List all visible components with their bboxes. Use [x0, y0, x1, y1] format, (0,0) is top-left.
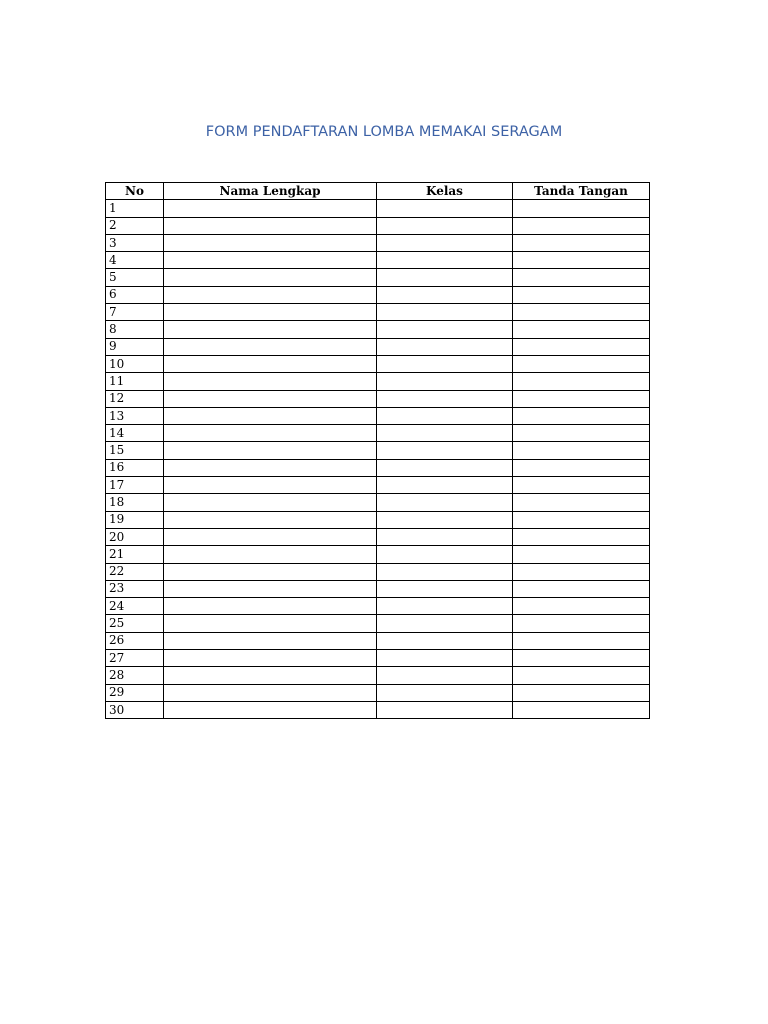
table-row	[106, 650, 650, 667]
cell-kelas[interactable]	[377, 511, 513, 528]
table-row	[106, 442, 650, 459]
cell-no: 26	[106, 632, 164, 649]
cell-tanda-tangan[interactable]	[513, 684, 650, 701]
cell-kelas[interactable]	[377, 338, 513, 355]
page-title: FORM PENDAFTARAN LOMBA MEMAKAI SERAGAM	[205, 124, 563, 140]
cell-no: 1	[106, 200, 164, 217]
cell-no: 16	[106, 459, 164, 476]
cell-no: 13	[106, 407, 164, 424]
cell-no: 17	[106, 477, 164, 494]
cell-no: 4	[106, 252, 164, 269]
table-row	[106, 200, 650, 217]
table-row	[106, 425, 650, 442]
cell-no: 30	[106, 701, 164, 718]
cell-kelas[interactable]	[377, 632, 513, 649]
cell-nama-lengkap[interactable]	[164, 269, 377, 286]
cell-tanda-tangan[interactable]	[513, 477, 650, 494]
table-body	[106, 200, 650, 719]
cell-nama-lengkap[interactable]	[164, 217, 377, 234]
cell-tanda-tangan[interactable]	[513, 494, 650, 511]
table-row	[106, 338, 650, 355]
cell-nama-lengkap[interactable]	[164, 511, 377, 528]
cell-no: 5	[106, 269, 164, 286]
cell-nama-lengkap[interactable]	[164, 528, 377, 545]
cell-tanda-tangan[interactable]	[513, 598, 650, 615]
cell-tanda-tangan[interactable]	[513, 425, 650, 442]
cell-no: 14	[106, 425, 164, 442]
cell-kelas[interactable]	[377, 459, 513, 476]
table-row	[106, 373, 650, 390]
cell-kelas[interactable]	[377, 615, 513, 632]
table-row	[106, 252, 650, 269]
cell-tanda-tangan[interactable]	[513, 390, 650, 407]
cell-kelas[interactable]	[377, 373, 513, 390]
table-row	[106, 217, 650, 234]
cell-tanda-tangan[interactable]	[513, 650, 650, 667]
cell-kelas[interactable]	[377, 667, 513, 684]
cell-nama-lengkap[interactable]	[164, 304, 377, 321]
cell-kelas[interactable]	[377, 321, 513, 338]
cell-kelas[interactable]	[377, 252, 513, 269]
cell-no: 23	[106, 580, 164, 597]
table-row	[106, 580, 650, 597]
cell-nama-lengkap[interactable]	[164, 477, 377, 494]
table-row	[106, 321, 650, 338]
cell-kelas[interactable]	[377, 407, 513, 424]
cell-tanda-tangan[interactable]	[513, 632, 650, 649]
cell-nama-lengkap[interactable]	[164, 442, 377, 459]
cell-nama-lengkap[interactable]	[164, 373, 377, 390]
cell-nama-lengkap[interactable]	[164, 425, 377, 442]
cell-kelas[interactable]	[377, 390, 513, 407]
table-row	[106, 494, 650, 511]
table-row	[106, 355, 650, 372]
cell-kelas[interactable]	[377, 684, 513, 701]
table-row	[106, 459, 650, 476]
cell-tanda-tangan[interactable]	[513, 321, 650, 338]
cell-kelas[interactable]	[377, 494, 513, 511]
cell-kelas[interactable]	[377, 598, 513, 615]
header-no: No	[106, 183, 164, 200]
table-row	[106, 615, 650, 632]
table-row	[106, 407, 650, 424]
table-row	[106, 546, 650, 563]
cell-kelas[interactable]	[377, 442, 513, 459]
cell-kelas[interactable]	[377, 217, 513, 234]
cell-kelas[interactable]	[377, 580, 513, 597]
cell-kelas[interactable]	[377, 563, 513, 580]
cell-tanda-tangan[interactable]	[513, 442, 650, 459]
cell-tanda-tangan[interactable]	[513, 407, 650, 424]
cell-nama-lengkap[interactable]	[164, 632, 377, 649]
cell-tanda-tangan[interactable]	[513, 667, 650, 684]
cell-nama-lengkap[interactable]	[164, 615, 377, 632]
cell-tanda-tangan[interactable]	[513, 511, 650, 528]
header-kelas: Kelas	[377, 183, 513, 200]
cell-nama-lengkap[interactable]	[164, 390, 377, 407]
header-tanda-tangan: Tanda Tangan	[513, 183, 650, 200]
cell-no: 21	[106, 546, 164, 563]
table-row	[106, 632, 650, 649]
cell-no: 9	[106, 338, 164, 355]
cell-kelas[interactable]	[377, 269, 513, 286]
cell-kelas[interactable]	[377, 304, 513, 321]
cell-no: 6	[106, 286, 164, 303]
cell-no: 12	[106, 390, 164, 407]
cell-no: 28	[106, 667, 164, 684]
table-row	[106, 598, 650, 615]
cell-no: 20	[106, 528, 164, 545]
cell-no: 27	[106, 650, 164, 667]
cell-nama-lengkap[interactable]	[164, 494, 377, 511]
table-row	[106, 684, 650, 701]
cell-tanda-tangan[interactable]	[513, 563, 650, 580]
cell-nama-lengkap[interactable]	[164, 286, 377, 303]
cell-tanda-tangan[interactable]	[513, 701, 650, 718]
cell-tanda-tangan[interactable]	[513, 546, 650, 563]
table-row	[106, 269, 650, 286]
table-header-row	[106, 183, 650, 200]
cell-no: 2	[106, 217, 164, 234]
cell-tanda-tangan[interactable]	[513, 234, 650, 251]
cell-nama-lengkap[interactable]	[164, 252, 377, 269]
cell-tanda-tangan[interactable]	[513, 304, 650, 321]
cell-nama-lengkap[interactable]	[164, 234, 377, 251]
cell-no: 3	[106, 234, 164, 251]
cell-no: 7	[106, 304, 164, 321]
cell-nama-lengkap[interactable]	[164, 355, 377, 372]
cell-no: 15	[106, 442, 164, 459]
cell-tanda-tangan[interactable]	[513, 615, 650, 632]
cell-nama-lengkap[interactable]	[164, 321, 377, 338]
cell-nama-lengkap[interactable]	[164, 563, 377, 580]
registration-table	[105, 182, 650, 719]
cell-kelas[interactable]	[377, 234, 513, 251]
cell-nama-lengkap[interactable]	[164, 684, 377, 701]
cell-tanda-tangan[interactable]	[513, 459, 650, 476]
cell-no: 22	[106, 563, 164, 580]
cell-no: 11	[106, 373, 164, 390]
cell-tanda-tangan[interactable]	[513, 373, 650, 390]
cell-no: 10	[106, 355, 164, 372]
cell-kelas[interactable]	[377, 200, 513, 217]
cell-nama-lengkap[interactable]	[164, 459, 377, 476]
cell-no: 25	[106, 615, 164, 632]
table-row	[106, 511, 650, 528]
cell-kelas[interactable]	[377, 286, 513, 303]
cell-kelas[interactable]	[377, 650, 513, 667]
cell-tanda-tangan[interactable]	[513, 269, 650, 286]
table-row	[106, 667, 650, 684]
cell-kelas[interactable]	[377, 701, 513, 718]
cell-kelas[interactable]	[377, 477, 513, 494]
cell-no: 8	[106, 321, 164, 338]
cell-kelas[interactable]	[377, 425, 513, 442]
cell-tanda-tangan[interactable]	[513, 217, 650, 234]
table-row	[106, 390, 650, 407]
cell-nama-lengkap[interactable]	[164, 407, 377, 424]
cell-nama-lengkap[interactable]	[164, 338, 377, 355]
cell-tanda-tangan[interactable]	[513, 355, 650, 372]
cell-nama-lengkap[interactable]	[164, 546, 377, 563]
cell-kelas[interactable]	[377, 546, 513, 563]
cell-nama-lengkap[interactable]	[164, 701, 377, 718]
table-row	[106, 563, 650, 580]
cell-kelas[interactable]	[377, 528, 513, 545]
cell-tanda-tangan[interactable]	[513, 286, 650, 303]
cell-tanda-tangan[interactable]	[513, 200, 650, 217]
table-row	[106, 304, 650, 321]
table-row	[106, 528, 650, 545]
header-nama-lengkap: Nama Lengkap	[164, 183, 377, 200]
cell-no: 24	[106, 598, 164, 615]
cell-nama-lengkap[interactable]	[164, 650, 377, 667]
table-row	[106, 701, 650, 718]
cell-nama-lengkap[interactable]	[164, 580, 377, 597]
table-row	[106, 286, 650, 303]
table-row	[106, 234, 650, 251]
cell-nama-lengkap[interactable]	[164, 200, 377, 217]
cell-nama-lengkap[interactable]	[164, 667, 377, 684]
cell-no: 19	[106, 511, 164, 528]
cell-no: 29	[106, 684, 164, 701]
cell-tanda-tangan[interactable]	[513, 528, 650, 545]
cell-nama-lengkap[interactable]	[164, 598, 377, 615]
cell-kelas[interactable]	[377, 355, 513, 372]
cell-no: 18	[106, 494, 164, 511]
cell-tanda-tangan[interactable]	[513, 580, 650, 597]
table-row	[106, 477, 650, 494]
cell-tanda-tangan[interactable]	[513, 252, 650, 269]
cell-tanda-tangan[interactable]	[513, 338, 650, 355]
